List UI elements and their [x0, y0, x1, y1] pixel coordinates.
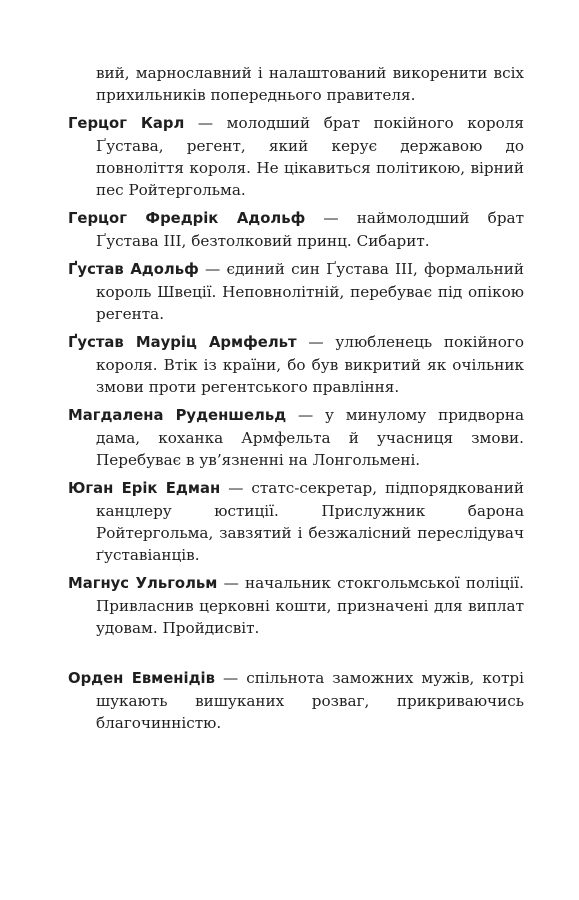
entry-description: вий, марнославний і налаштований викоренити всіх прихильників попереднього правителя. — [96, 64, 524, 104]
character-name: Ґустав Мауріц Армфельт — [68, 334, 297, 351]
entry-description: — у минулому придворна дама, коханка Армфельта й учасниця змови. Перебуває в ув’язненні на Лонгольмені. — [96, 406, 524, 469]
entry-description: — наймолодший брат Ґустава III, безтолковий принц. Сибарит. — [96, 209, 525, 250]
organization-name: Орден Евменідів — [68, 670, 215, 687]
entry-description: — улюбленець покійного короля. Втік із країни, бо був викритий як очільник змови проти регентського правління. — [96, 333, 524, 396]
entry-description: — молодший брат покійного короля Ґустава, регент, який керує державою до повноліття короля. Не цікавиться політикою, вірний пес Ройтергольма. — [96, 114, 524, 199]
list-item — [68, 258, 524, 325]
entry-description: — спільнота заможних мужів, котрі шукають вишуканих розваг, прикриваючись благочинністю. — [96, 669, 524, 732]
entry-description: — єдиний син Ґустава III, формальний король Швеції. Неповнолітній, перебуває під опікою регента. — [96, 260, 524, 323]
list-item — [68, 331, 524, 398]
list-item — [68, 112, 524, 201]
character-name: Герцог Фредрік Адольф — [68, 210, 306, 227]
list-item — [68, 62, 524, 106]
list-item — [68, 572, 524, 639]
entry-description: — статс-секретар, підпорядкований канцлеру юстиції. Прислужник барона Ройтергольма, завзятий і безжалісний переслідувач ґуставіанців. — [96, 479, 524, 564]
entry-description: — начальник стокгольмської поліції. Привласнив церковні кошти, призначені для виплат удовам. Пройдисвіт. — [96, 574, 524, 637]
character-name: Магнус Ульгольм — [68, 575, 218, 592]
character-name: Юган Ерік Едман — [68, 480, 221, 497]
list-item — [68, 404, 524, 471]
character-name: Герцог Карл — [68, 115, 185, 132]
list-item — [68, 667, 524, 734]
character-name: Магдалена Руденшельд — [68, 407, 287, 424]
list-item — [68, 207, 524, 252]
character-list — [68, 62, 524, 740]
character-name: Ґустав Адольф — [68, 261, 199, 278]
list-item — [68, 477, 524, 566]
